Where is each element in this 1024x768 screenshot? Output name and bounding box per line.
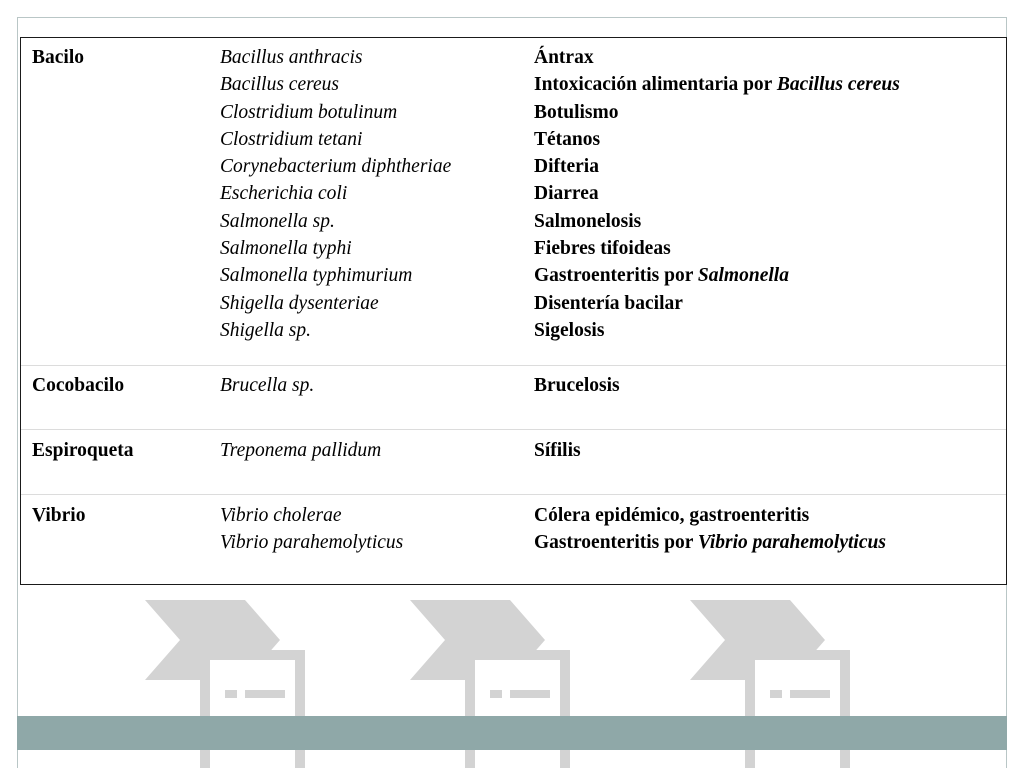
organism-cell — [220, 44, 451, 344]
disease-cell — [534, 437, 581, 464]
disease-name: Gastroenteritis por Vibrio parahemolyticus — [534, 532, 886, 554]
slide-frame-left — [17, 17, 18, 768]
organism-name: Salmonella sp. — [220, 210, 335, 232]
disease-cell — [534, 44, 900, 344]
organism-name: Shigella sp. — [220, 319, 311, 341]
disease-cell — [534, 372, 620, 399]
table-row — [21, 437, 1006, 493]
category-cell: Cocobacilo — [32, 375, 125, 396]
category-cell: Vibrio — [32, 505, 86, 526]
disease-name: Cólera epidémico, gastroenteritis — [534, 505, 810, 526]
organism-name: Treponema pallidum — [220, 440, 382, 461]
category-cell: Espiroqueta — [32, 440, 134, 461]
organism-name: Bacillus cereus — [220, 74, 339, 96]
organism-cell — [220, 372, 314, 399]
disease-name: Diarrea — [534, 183, 599, 205]
organism-cell — [220, 502, 403, 557]
organism-name: Brucella sp. — [220, 375, 315, 396]
row-divider — [21, 429, 1006, 430]
organism-name: Clostridium botulinum — [220, 101, 398, 123]
disease-name: Brucelosis — [534, 375, 620, 396]
disease-name: Botulismo — [534, 101, 619, 123]
organism-name: Clostridium tetani — [220, 128, 363, 150]
organism-cell — [220, 437, 381, 464]
disease-name: Disentería bacilar — [534, 292, 683, 314]
category-cell: Bacilo — [32, 47, 84, 68]
organism-name: Corynebacterium diphtheriae — [220, 156, 452, 178]
disease-name: Ántrax — [534, 47, 594, 68]
organism-name: Vibrio cholerae — [220, 505, 342, 526]
organism-name: Salmonella typhi — [220, 238, 352, 260]
disease-name: Sigelosis — [534, 319, 605, 341]
disease-name: Difteria — [534, 156, 599, 178]
row-divider — [21, 365, 1006, 366]
disease-name: Salmonelosis — [534, 210, 642, 232]
disease-name: Tétanos — [534, 128, 601, 150]
disease-name: Sífilis — [534, 440, 581, 461]
table-row — [21, 372, 1006, 428]
row-divider — [21, 494, 1006, 495]
organism-name: Escherichia coli — [220, 183, 348, 205]
disease-name: Intoxicación alimentaria por Bacillus cereus — [534, 74, 900, 96]
footer-band — [17, 716, 1007, 750]
bacteria-disease-table — [20, 37, 1007, 585]
organism-name: Salmonella typhimurium — [220, 265, 413, 287]
disease-cell — [534, 502, 886, 557]
organism-name: Vibrio parahemolyticus — [220, 532, 404, 554]
disease-name: Fiebres tifoideas — [534, 238, 671, 260]
slide-frame-top — [17, 17, 1007, 18]
organism-name: Bacillus anthracis — [220, 47, 363, 68]
table-row — [21, 502, 1006, 582]
disease-name: Gastroenteritis por Salmonella — [534, 265, 789, 287]
organism-name: Shigella dysenteriae — [220, 292, 379, 314]
table-row — [21, 44, 1006, 364]
